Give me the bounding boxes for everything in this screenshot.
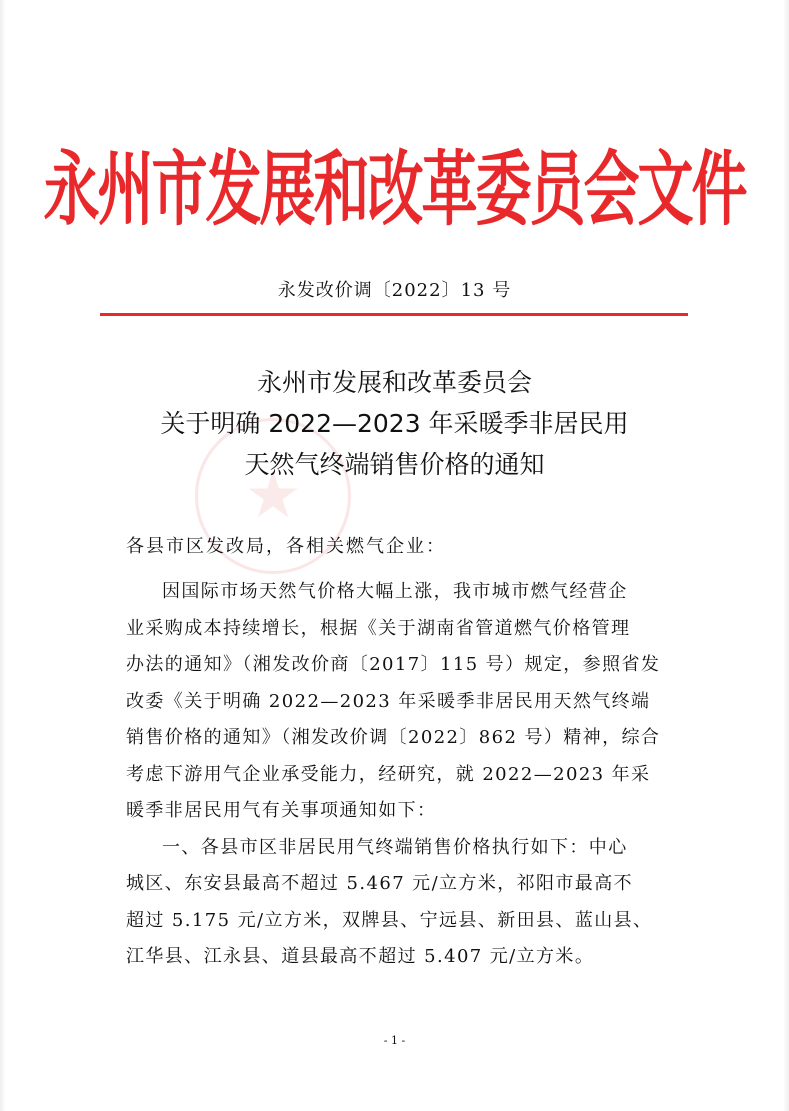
salutation: 各县市区发改局，各相关燃气企业：: [126, 536, 446, 557]
body-text: [126, 574, 682, 976]
paragraph-line: 业采购成本持续增长，根据《关于湖南省管道燃气价格管理: [126, 617, 631, 639]
notice-title: [0, 362, 789, 485]
paragraph-line: 暖季非居民用气有关事项通知如下：: [126, 800, 437, 821]
document-number: 永发改价调〔2022〕13 号: [277, 280, 512, 301]
paragraph-line: 改委《关于明确 2022—2023 年采暖季非居民用天然气终端: [126, 690, 651, 712]
title-line-3: 天然气终端销售价格的通知: [244, 450, 545, 479]
red-divider-rule: [100, 313, 688, 316]
paragraph-line: 因国际市场天然气价格大幅上涨，我市城市燃气经营企: [162, 581, 628, 602]
title-line-1: 永州市发展和改革委员会: [256, 368, 532, 397]
paragraph-line: 超过 5.175 元/立方米，双牌县、宁远县、新田县、蓝山县、: [126, 909, 653, 931]
masthead-title: 永州市发展和改革委员会文件: [43, 141, 746, 238]
paragraph-line: 江华县、江永县、道县最高不超过 5.407 元/立方米。: [126, 946, 595, 967]
seal-star-icon: ★: [244, 459, 302, 533]
paragraph-line: 办法的通知》（湘发改价商〔2017〕115 号）规定，参照省发: [126, 654, 661, 675]
paragraph-line: 销售价格的通知》（湘发改价调〔2022〕862 号）精神，综合: [126, 727, 661, 748]
paragraph-1: [126, 574, 682, 830]
paragraph-line: 考虑下游用气企业承受能力，经研究，就 2022—2023 年采: [126, 763, 651, 785]
paragraph-line: 城区、东安县最高不超过 5.467 元/立方米，祁阳市最高不: [126, 873, 634, 894]
paragraph-line: 一、各县市区非居民用气终端销售价格执行如下：中心: [162, 836, 628, 858]
title-line-2: 关于明确 2022—2023 年采暖季非居民用: [160, 409, 629, 438]
paragraph-2: [126, 830, 682, 976]
page-number: - 1 -: [383, 1034, 406, 1047]
